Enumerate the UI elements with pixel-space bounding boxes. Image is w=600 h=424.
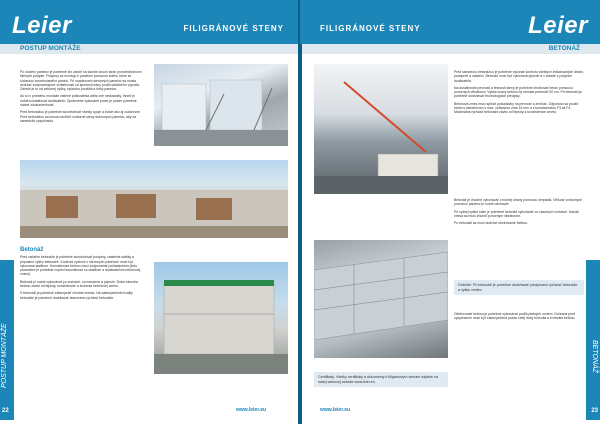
leier-logo: Leier (12, 12, 72, 39)
building-illustration (154, 262, 288, 374)
text-column-right-2 (454, 198, 584, 228)
deck-illustration (314, 240, 448, 358)
panel-assembly-illustration (154, 64, 288, 146)
paragraph: Ak sú v priebehu montáže zistené poškodenia alebo iné nedostatky, ihneď je nutné kontaktovať dodávateľa. Oprávnene vykonané práce je potom potrebné riadne zdokumentovať. (20, 94, 137, 108)
header-title: FILIGRÁNOVÉ STENY (320, 24, 421, 33)
header-bar-right (300, 0, 600, 44)
side-tab-right (586, 260, 600, 420)
note-text: Dôležité: Pri betonáži je potrebné dodržiavať predpísanú rýchlosť betonáže a výšku vrstiev. (458, 283, 578, 292)
paragraph: Pri vyššej výške stien je potrebné betonáž vykonávať vo viacerých vrstvách. Každá vrstva sa musí zhutniť ponorným vibrátorom. (454, 209, 579, 218)
pump-illustration (314, 64, 448, 194)
page-gutter (298, 0, 302, 424)
side-tab-label: POSTUP MONTÁŽE (1, 323, 8, 388)
paragraph: Pred betonážou je potrebné skontrolovať všetky spoje a zvisle ako aj vodorovne. Pred betonážou sa musia navlhčiť vnútorné steny dutinových panelov, aby sa zamedzilo vysychaniu. (20, 110, 141, 123)
photo-wall-with-windows (20, 160, 288, 238)
paragraph: Pred samotnou betonážou je potrebné vykonať kontrolu všetkých inštalovaných dielov, podopretí a zaistení. Betonáž musí byť vykonaná plynule a v súlade s pokynmi dodávateľa. (454, 70, 584, 83)
section-title: BETONÁŽ (548, 45, 580, 52)
paragraph: Po uložení panelov je potrebné ich zaistiť na stavbe oboch strán prostredníctvom šikmých podpier. Podpery sa montujú k panelom pomocou kotiev, ktoré sú súčasťou zmontovaného panelu. Pri osadzovaní stenových panelov sa musia dodržať zodpovedajúce vzdialenosti od spodnej hrany podľa statického výpočtu. Závislé je to od celkovej výšky, spôsobu použitia a šírky panelov. (20, 70, 142, 92)
betonaz-heading: Betonáž (20, 247, 44, 253)
note-text: Certifikáty: Všetky certifikáty a dokumenty k filigránovým stenám nájdete na našej webovej stránke www.leier.eu. (318, 375, 439, 384)
paragraph: Betonáž je vhodné vykonávať z bočnej strany pomocou čerpadla. Vlhkosť vnútorných povrchov panelov je nutné udržiavať. (454, 198, 583, 207)
text-column-left-1 (20, 70, 144, 126)
paragraph: Na dosiahnutie pevnosti a tesnosti steny je potrebné zhutňovať betón pomocou ponorných vibrátorov. Výška vrstvy betónu by nemala prekročiť 50 cm. Pri betonáži je potrebné dodržiavať technologické predpisy. (454, 85, 583, 99)
paragraph: Pred začatím betonáže je potrebné skontrolovať podpery, zaistenie statiky a prípustnú výšku betonáže. Kontrola výztuže v stenových paneloch musí byť vykonaná statikom. Konzistencia betónu musí zodpovedať požiadavkám (tieto parametre je potrebné vopred konzultovať so statikom a dodávateľom betónovej zmesi). (20, 255, 141, 277)
footer-url[interactable]: www.leier.eu (236, 407, 267, 413)
note-box-important (454, 280, 584, 295)
page-number: 23 (591, 408, 598, 414)
side-tab-left (0, 260, 14, 420)
note-box-certificates (314, 372, 448, 387)
paragraph: Po betonáži sa musí dodržať ošetrovanie betónu. (454, 221, 529, 226)
side-tab-label: BETONÁŽ (591, 340, 598, 373)
leier-logo: Leier (528, 12, 588, 39)
section-heading-left (0, 44, 298, 54)
photo-concrete-pump (314, 64, 448, 194)
wall-illustration (20, 160, 288, 238)
photo-panel-assembly (154, 64, 288, 146)
photo-filigree-deck (314, 240, 448, 358)
text-column-left-2 (20, 248, 144, 303)
photo-building-scaffold (154, 262, 288, 374)
section-title: POSTUP MONTÁŽE (20, 45, 81, 52)
paragraph: K betonáži je potrebné zabezpečiť vhodné miesto. Na zabezpečenie kvality betonáže je potrebné dodržiavať stanovenú rýchlosť betonáže. (20, 291, 133, 300)
section-heading-right (302, 44, 600, 54)
footer-url[interactable]: www.leier.eu (320, 407, 351, 413)
text-column-right-1 (454, 70, 584, 118)
paragraph: Betónová zmes musí spĺňať požiadavky na pevnosť a zrnitosť. Odporúča sa použiť betón s kamenivom s max. veľkosťou zrna 16 mm a s konzistenciou F3 až F4. Maximálna rýchlosť betonáže závisí od teploty a konzistencie zmesi. (454, 101, 579, 115)
text-column-right-3 (454, 312, 584, 324)
header-title: FILIGRÁNOVÉ STENY (183, 24, 284, 33)
paragraph: Betonáž je nutné vykonávať po vrstvách, rovnomerne a plynule. Doba tuhnutia betónu závisí od teploty, konzistencie a zloženia betónovej zmesi. (20, 279, 138, 289)
paragraph: Ošetrovanie betónu je potrebné vykonávať podľa platných noriem. Ochrana pred vysychaním musí byť zabezpečená počas celej doby tuhnutia a tvrdnutia betónu. (454, 312, 576, 321)
header-bar-left (0, 0, 300, 44)
page-number: 22 (2, 408, 9, 414)
